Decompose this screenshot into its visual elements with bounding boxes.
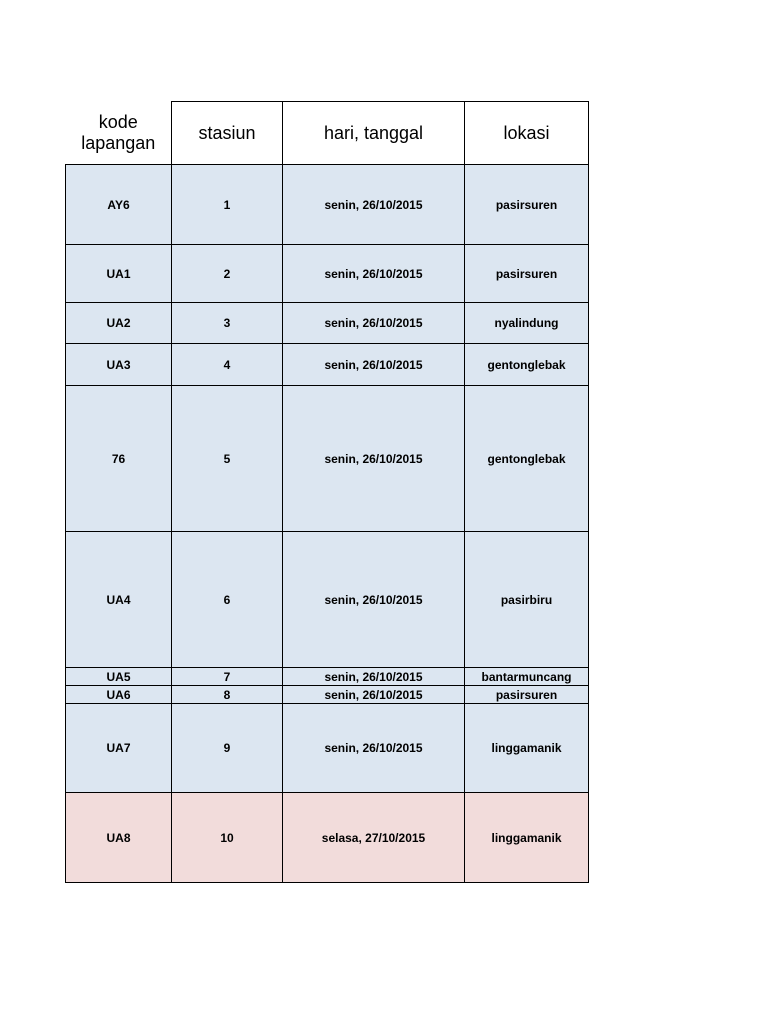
cell-stasiun[interactable]: 3: [172, 303, 283, 344]
cell-stasiun[interactable]: 4: [172, 344, 283, 386]
cell-stasiun[interactable]: 6: [172, 532, 283, 668]
cell-kode[interactable]: UA6: [66, 686, 172, 704]
cell-kode[interactable]: UA2: [66, 303, 172, 344]
cell-kode[interactable]: UA1: [66, 245, 172, 303]
cell-stasiun[interactable]: 7: [172, 668, 283, 686]
cell-lokasi[interactable]: linggamanik: [465, 704, 589, 793]
cell-lokasi[interactable]: bantarmuncang: [465, 668, 589, 686]
header-hari-tanggal[interactable]: hari, tanggal: [283, 102, 465, 165]
table-row: [66, 686, 589, 704]
header-kode-lapangan[interactable]: kode lapangan: [66, 102, 172, 165]
cell-tanggal[interactable]: senin, 26/10/2015: [283, 245, 465, 303]
table-row-highlighted: [66, 793, 589, 883]
cell-lokasi[interactable]: nyalindung: [465, 303, 589, 344]
cell-stasiun[interactable]: 9: [172, 704, 283, 793]
cell-kode[interactable]: UA8: [66, 793, 172, 883]
cell-kode[interactable]: 76: [66, 386, 172, 532]
cell-tanggal[interactable]: senin, 26/10/2015: [283, 686, 465, 704]
cell-tanggal[interactable]: senin, 26/10/2015: [283, 668, 465, 686]
cell-lokasi[interactable]: linggamanik: [465, 793, 589, 883]
cell-tanggal[interactable]: senin, 26/10/2015: [283, 532, 465, 668]
cell-kode[interactable]: UA7: [66, 704, 172, 793]
cell-lokasi[interactable]: pasirsuren: [465, 245, 589, 303]
cell-lokasi[interactable]: gentonglebak: [465, 344, 589, 386]
table-row: [66, 303, 589, 344]
header-row: [66, 102, 589, 165]
table-row: [66, 245, 589, 303]
cell-stasiun[interactable]: 5: [172, 386, 283, 532]
cell-tanggal[interactable]: selasa, 27/10/2015: [283, 793, 465, 883]
cell-tanggal[interactable]: senin, 26/10/2015: [283, 303, 465, 344]
table-row: [66, 704, 589, 793]
cell-lokasi[interactable]: pasirbiru: [465, 532, 589, 668]
cell-kode[interactable]: UA5: [66, 668, 172, 686]
cell-lokasi[interactable]: pasirsuren: [465, 165, 589, 245]
header-stasiun[interactable]: stasiun: [172, 102, 283, 165]
cell-kode[interactable]: UA3: [66, 344, 172, 386]
cell-stasiun[interactable]: 8: [172, 686, 283, 704]
cell-tanggal[interactable]: senin, 26/10/2015: [283, 386, 465, 532]
table-row: [66, 532, 589, 668]
station-table: [65, 101, 589, 883]
cell-lokasi[interactable]: pasirsuren: [465, 686, 589, 704]
table-row: [66, 165, 589, 245]
table-row: [66, 344, 589, 386]
cell-stasiun[interactable]: 1: [172, 165, 283, 245]
cell-stasiun[interactable]: 10: [172, 793, 283, 883]
cell-kode[interactable]: UA4: [66, 532, 172, 668]
cell-tanggal[interactable]: senin, 26/10/2015: [283, 344, 465, 386]
cell-tanggal[interactable]: senin, 26/10/2015: [283, 704, 465, 793]
header-lokasi[interactable]: lokasi: [465, 102, 589, 165]
cell-tanggal[interactable]: senin, 26/10/2015: [283, 165, 465, 245]
spreadsheet-table-region: [65, 101, 588, 883]
table-row: [66, 386, 589, 532]
table-row: [66, 668, 589, 686]
cell-lokasi[interactable]: gentonglebak: [465, 386, 589, 532]
cell-kode[interactable]: AY6: [66, 165, 172, 245]
cell-stasiun[interactable]: 2: [172, 245, 283, 303]
